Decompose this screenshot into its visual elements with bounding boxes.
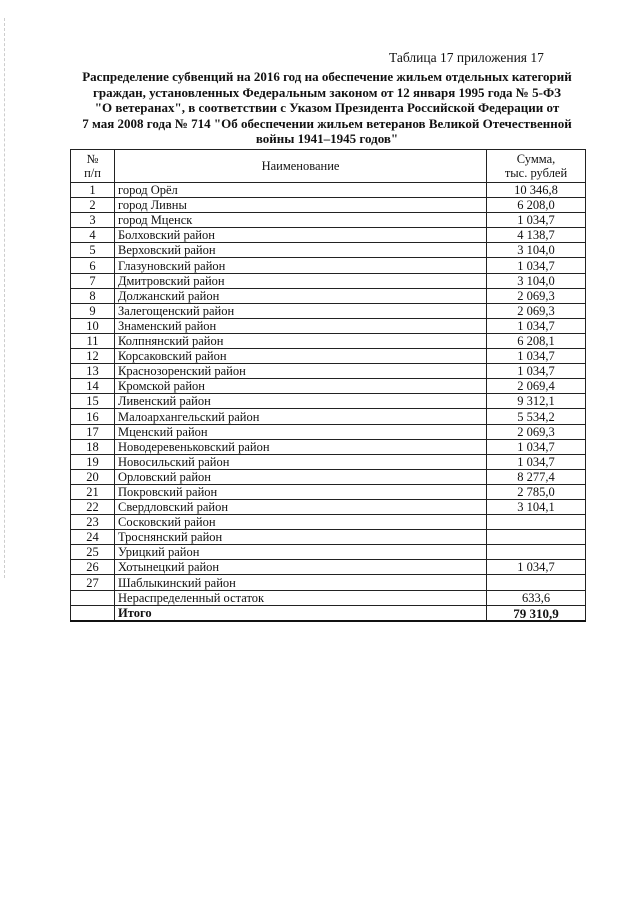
- table-row: [71, 394, 586, 409]
- table-row: [71, 439, 586, 454]
- table-row: [71, 424, 586, 439]
- row-number-cell: 2: [71, 198, 115, 213]
- row-name-cell: Верховский район: [115, 243, 487, 258]
- row-name-cell: город Ливны: [115, 198, 487, 213]
- row-sum-cell: [487, 575, 586, 590]
- table-row: [71, 243, 586, 258]
- row-number-cell: [71, 590, 115, 605]
- row-name-cell: Шаблыкинский район: [115, 575, 487, 590]
- row-sum-cell: 2 069,3: [487, 303, 586, 318]
- row-number-cell: 23: [71, 515, 115, 530]
- row-name-cell: Новосильский район: [115, 454, 487, 469]
- row-name-cell: Нераспределенный остаток: [115, 590, 487, 605]
- row-sum-cell: 2 069,4: [487, 379, 586, 394]
- total-number-cell: [71, 605, 115, 621]
- total-label: Итого: [115, 605, 487, 621]
- row-name-cell: Краснозоренский район: [115, 364, 487, 379]
- row-number-cell: 10: [71, 318, 115, 333]
- row-name-cell: Корсаковский район: [115, 349, 487, 364]
- column-header-sum: Сумма, тыс. рублей: [487, 150, 586, 183]
- row-name-cell: Сосковский район: [115, 515, 487, 530]
- row-name-cell: город Мценск: [115, 213, 487, 228]
- table-row: [71, 515, 586, 530]
- table-row: [71, 484, 586, 499]
- row-number-cell: 16: [71, 409, 115, 424]
- title-line: Распределение субвенций на 2016 год на обеспечение жильем отдельных категорий: [82, 69, 572, 84]
- row-sum-cell: 1 034,7: [487, 318, 586, 333]
- row-name-cell: Знаменский район: [115, 318, 487, 333]
- table-row: [71, 469, 586, 484]
- subsidy-table: [70, 149, 586, 622]
- table-row: [71, 183, 586, 198]
- row-number-cell: 13: [71, 364, 115, 379]
- title-line: войны 1941–1945 годов": [255, 131, 399, 147]
- row-sum-cell: [487, 515, 586, 530]
- row-name-cell: Троснянский район: [115, 530, 487, 545]
- row-sum-cell: [487, 530, 586, 545]
- row-sum-cell: 633,6: [487, 590, 586, 605]
- table-row: [71, 273, 586, 288]
- row-number-cell: 21: [71, 484, 115, 499]
- table-row: [71, 364, 586, 379]
- row-number-cell: 3: [71, 213, 115, 228]
- row-sum-cell: 3 104,0: [487, 243, 586, 258]
- row-name-cell: Кромской район: [115, 379, 487, 394]
- row-number-cell: 5: [71, 243, 115, 258]
- table-row: [71, 333, 586, 348]
- row-sum-cell: 3 104,1: [487, 499, 586, 514]
- row-name-cell: Покровский район: [115, 484, 487, 499]
- row-number-cell: 4: [71, 228, 115, 243]
- column-header-name: Наименование: [115, 150, 487, 183]
- column-header-number: № п/п: [71, 150, 115, 183]
- row-number-cell: 24: [71, 530, 115, 545]
- table-row: [71, 349, 586, 364]
- row-sum-cell: 1 034,7: [487, 349, 586, 364]
- row-sum-cell: 4 138,7: [487, 228, 586, 243]
- row-name-cell: Новодеревеньковский район: [115, 439, 487, 454]
- row-name-cell: Болховский район: [115, 228, 487, 243]
- table-row: [71, 213, 586, 228]
- row-name-cell: Свердловский район: [115, 499, 487, 514]
- row-sum-cell: 1 034,7: [487, 213, 586, 228]
- table-row: [71, 560, 586, 575]
- row-number-cell: 20: [71, 469, 115, 484]
- appendix-reference: Таблица 17 приложения 17: [389, 50, 544, 65]
- row-number-cell: 6: [71, 258, 115, 273]
- table-row: [71, 228, 586, 243]
- row-name-cell: Должанский район: [115, 288, 487, 303]
- row-number-cell: 11: [71, 333, 115, 348]
- table-header-row: [71, 150, 586, 183]
- row-number-cell: 22: [71, 499, 115, 514]
- row-sum-cell: 2 785,0: [487, 484, 586, 499]
- row-number-cell: 8: [71, 288, 115, 303]
- row-name-cell: Хотынецкий район: [115, 560, 487, 575]
- row-sum-cell: 1 034,7: [487, 364, 586, 379]
- row-sum-cell: 1 034,7: [487, 439, 586, 454]
- table-row: [71, 575, 586, 590]
- row-sum-cell: 2 069,3: [487, 288, 586, 303]
- table-row: [71, 454, 586, 469]
- row-name-cell: Малоархангельский район: [115, 409, 487, 424]
- total-sum: 79 310,9: [487, 605, 586, 621]
- row-sum-cell: 10 346,8: [487, 183, 586, 198]
- row-number-cell: 12: [71, 349, 115, 364]
- title-line: "О ветеранах", в соответствии с Указом Президента Российской Федерации от: [94, 100, 560, 116]
- row-sum-cell: 5 534,2: [487, 409, 586, 424]
- row-sum-cell: 3 104,0: [487, 273, 586, 288]
- table-row: [71, 318, 586, 333]
- table-row: [71, 303, 586, 318]
- row-sum-cell: 6 208,0: [487, 198, 586, 213]
- row-name-cell: Орловский район: [115, 469, 487, 484]
- row-sum-cell: 1 034,7: [487, 560, 586, 575]
- row-number-cell: 27: [71, 575, 115, 590]
- row-number-cell: 1: [71, 183, 115, 198]
- row-name-cell: Колпнянский район: [115, 333, 487, 348]
- row-sum-cell: [487, 545, 586, 560]
- scan-edge-marks: [4, 18, 7, 578]
- title-line: граждан, установленных Федеральным законом от 12 января 1995 года № 5-ФЗ: [93, 84, 561, 100]
- row-sum-cell: 8 277,4: [487, 469, 586, 484]
- row-sum-cell: 2 069,3: [487, 424, 586, 439]
- table-row: [71, 499, 586, 514]
- row-name-cell: Глазуновский район: [115, 258, 487, 273]
- table-row: [71, 590, 586, 605]
- row-number-cell: 7: [71, 273, 115, 288]
- row-number-cell: 19: [71, 454, 115, 469]
- title-line: 7 мая 2008 года № 714 "Об обеспечении жильем ветеранов Великой Отечественной: [82, 115, 572, 131]
- row-number-cell: 26: [71, 560, 115, 575]
- row-name-cell: Дмитровский район: [115, 273, 487, 288]
- row-sum-cell: 1 034,7: [487, 258, 586, 273]
- table-row: [71, 409, 586, 424]
- row-name-cell: Ливенский район: [115, 394, 487, 409]
- table-row: [71, 288, 586, 303]
- total-row: [71, 605, 586, 621]
- table-row: [71, 198, 586, 213]
- row-number-cell: 18: [71, 439, 115, 454]
- row-number-cell: 14: [71, 379, 115, 394]
- table-row: [71, 530, 586, 545]
- row-number-cell: 25: [71, 545, 115, 560]
- row-name-cell: Мценский район: [115, 424, 487, 439]
- document-title: [64, 69, 590, 147]
- row-number-cell: 15: [71, 394, 115, 409]
- table-row: [71, 545, 586, 560]
- row-number-cell: 9: [71, 303, 115, 318]
- row-name-cell: город Орёл: [115, 183, 487, 198]
- row-name-cell: Урицкий район: [115, 545, 487, 560]
- row-name-cell: Залегощенский район: [115, 303, 487, 318]
- row-number-cell: 17: [71, 424, 115, 439]
- table-row: [71, 379, 586, 394]
- row-sum-cell: 9 312,1: [487, 394, 586, 409]
- row-sum-cell: 1 034,7: [487, 454, 586, 469]
- table-row: [71, 258, 586, 273]
- row-sum-cell: 6 208,1: [487, 333, 586, 348]
